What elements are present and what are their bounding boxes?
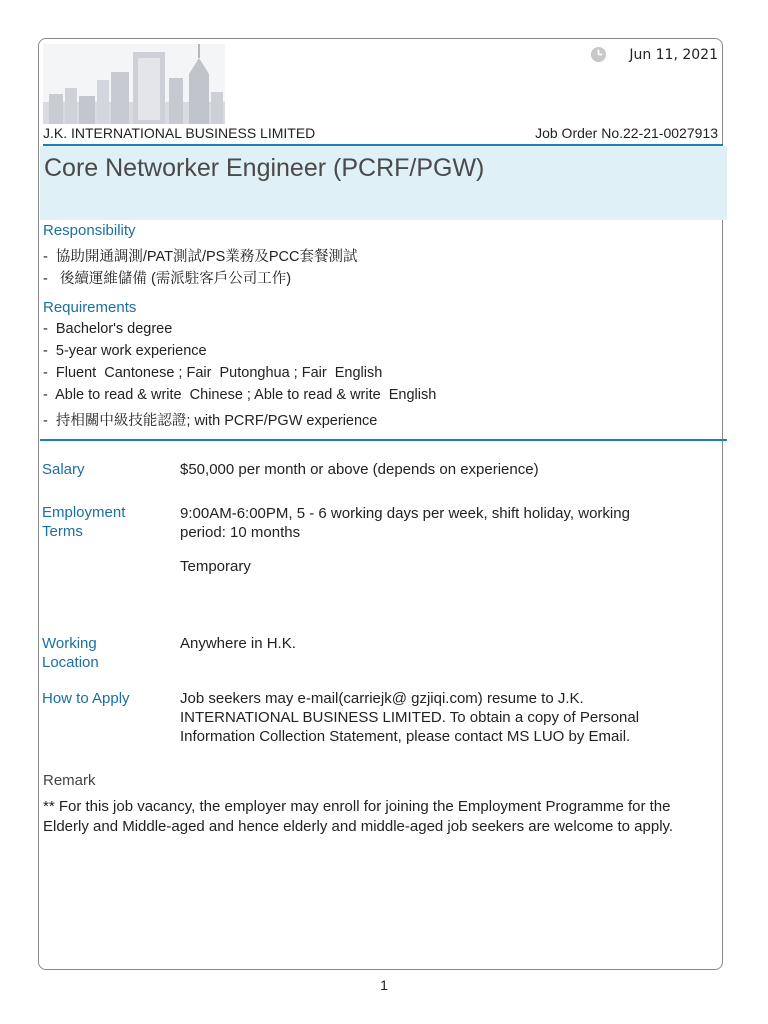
employment-type: Temporary bbox=[180, 558, 251, 575]
how-to-apply-label: How to Apply bbox=[42, 690, 130, 707]
requirement-item: - 持相關中級技能認證; with PCRF/PGW experience bbox=[43, 413, 378, 429]
salary-label: Salary bbox=[42, 461, 85, 478]
requirement-item: - 5-year work experience bbox=[43, 343, 207, 359]
working-location-value: Anywhere in H.K. bbox=[180, 635, 296, 652]
requirements-heading: Requirements bbox=[43, 299, 137, 316]
requirement-item: - Bachelor's degree bbox=[43, 321, 173, 337]
clock-icon bbox=[590, 46, 607, 63]
remark-text: ** For this job vacancy, the employer may enroll for joining the Employment Programme for the Elderly and Middle-aged and hence elderly and middle-aged job seekers are welcome to apply. bbox=[43, 798, 674, 835]
remark-title: Remark bbox=[43, 772, 96, 789]
working-location-label-line1: Working bbox=[42, 635, 97, 652]
date-row bbox=[590, 46, 718, 63]
employment-terms-label-line1: Employment bbox=[42, 504, 126, 521]
employment-terms-value-line1: 9:00AM-6:00PM, 5 - 6 working days per week, shift holiday, working bbox=[180, 505, 630, 522]
company-row bbox=[43, 125, 718, 144]
section-divider bbox=[40, 439, 727, 441]
responsibility-heading: Responsibility bbox=[43, 222, 136, 239]
salary-value: $50,000 per month or above (depends on experience) bbox=[180, 461, 539, 478]
requirement-item: - Fluent Cantonese ; Fair Putonghua ; Fair English bbox=[43, 365, 383, 381]
how-to-apply-line2: INTERNATIONAL BUSINESS LIMITED. To obtain a copy of Personal bbox=[180, 709, 640, 726]
employment-terms-label-line2: Terms bbox=[42, 523, 83, 540]
working-location-label-line2: Location bbox=[42, 654, 99, 671]
posting-date: Jun 11, 2021 bbox=[629, 46, 718, 63]
company-name: J.K. INTERNATIONAL BUSINESS LIMITED bbox=[43, 125, 316, 141]
employment-terms-value-line2: period: 10 months bbox=[180, 524, 301, 541]
requirement-item: - Able to read & write Chinese ; Able to read & write English bbox=[43, 387, 437, 403]
city-skyline-logo bbox=[43, 44, 225, 124]
responsibility-item: - 後續運維儲備 (需派駐客戶公司工作) bbox=[43, 271, 292, 287]
how-to-apply-line1: Job seekers may e-mail(carriejk@ gzjiqi.com) resume to J.K. bbox=[180, 690, 584, 707]
how-to-apply-line3: Information Collection Statement, please contact MS LUO by Email. bbox=[180, 728, 631, 745]
page-number: 1 bbox=[380, 977, 388, 993]
job-order-number: Job Order No.22-21-0027913 bbox=[535, 125, 718, 141]
job-title: Core Networker Engineer (PCRF/PGW) bbox=[44, 154, 485, 182]
responsibility-item: - 協助開通調測/PAT測試/PS業務及PCC套餐測試 bbox=[43, 249, 358, 265]
